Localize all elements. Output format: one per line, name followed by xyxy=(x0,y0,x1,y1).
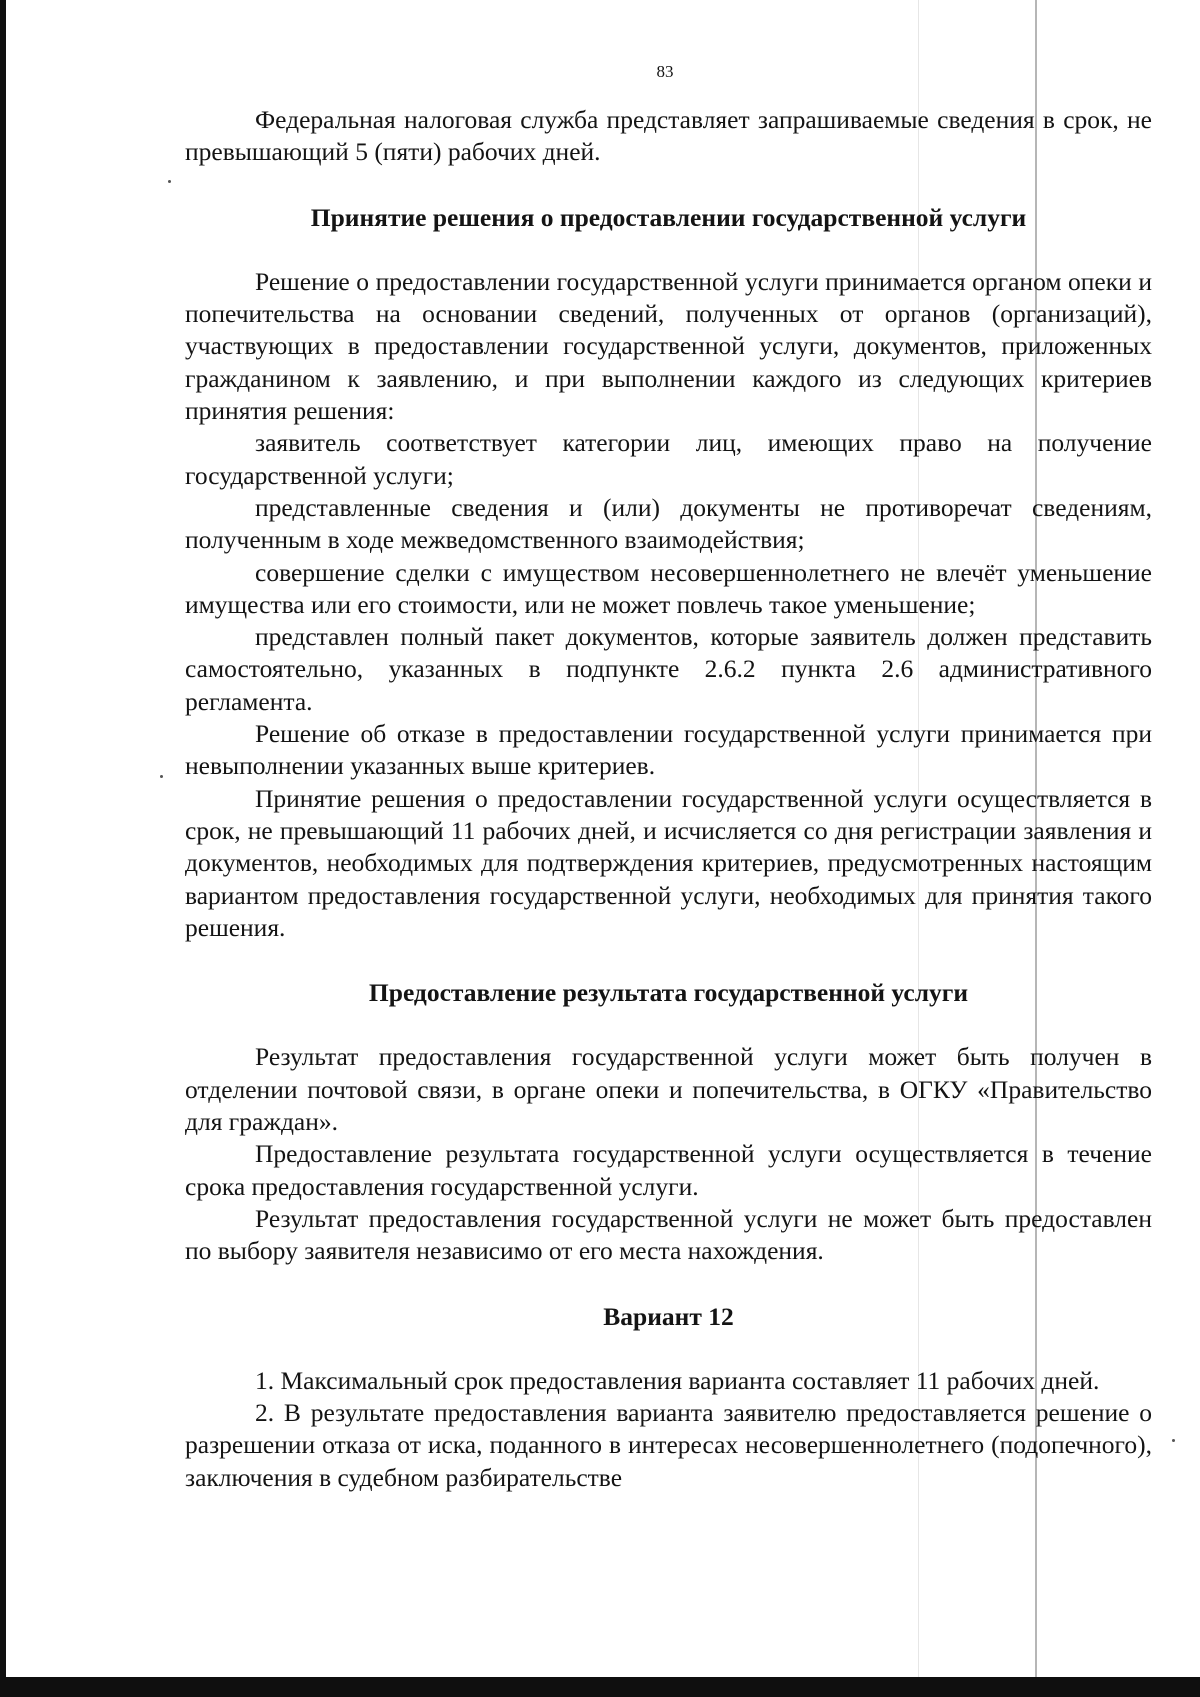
paragraph-decision-deadline: Принятие решения о предоставлении государственной услуги осуществляется в срок, не превышающий 11 рабочих дней, и исчисляется со дня регистрации заявления и документов, необходимых для подтверждения критериев, предусмотренных настоящим вариантом предоставления государственной услуги, необходимых для принятия такого решения. xyxy=(185,783,1152,942)
paragraph-result-timing: Предоставление результата государственной услуги осуществляется в течение срока предоставления государственной услуги. xyxy=(185,1139,1152,1201)
scan-bottom-edge xyxy=(0,1677,1200,1697)
paragraph-result-location: Результат предоставления государственной услуги не может быть предоставлен по выбору заявителя независимо от его места нахождения. xyxy=(185,1203,1152,1266)
paragraph-refusal: Решение об отказе в предоставлении государственной услуги принимается при невыполнении указанных выше критериев. xyxy=(185,719,1152,781)
paragraph-fns-deadline: Федеральная налоговая служба представляет запрашиваемые сведения в срок, не превышающий 5 (пяти) рабочих дней. xyxy=(185,105,1152,167)
paragraph-result-channels: Результат предоставления государственной услуги может быть получен в отделении почтовой связи, в органе опеки и попечительства, в ОГКУ «Правительство для граждан». xyxy=(185,1042,1152,1137)
document-body xyxy=(185,104,1152,1494)
heading-decision: Принятие решения о предоставлении государственной услуги xyxy=(310,202,1027,232)
scan-left-edge xyxy=(0,0,6,1697)
scan-speck xyxy=(160,775,163,778)
heading-result-delivery: Предоставление результата государственной услуги xyxy=(368,978,969,1008)
criterion-applicant-category: заявитель соответствует категории лиц, имеющих право на получение государственной услуги; xyxy=(185,428,1152,490)
paragraph-variant-result: 2. В результате предоставления варианта заявителю предоставляется решение о разрешении отказа от иска, поданного в интересах несовершеннолетнего (подопечного), заключения в судебном разбирательстве xyxy=(185,1398,1152,1492)
paragraph-decision-basis: Решение о предоставлении государственной услуги принимается органом опеки и попечительства на основании сведений, полученных от органов (организаций), участвующих в предоставлении государственной услуги, документов, приложенных гражданином к заявлению, и при выполнении каждого из следующих критериев принятия решения: xyxy=(185,266,1152,426)
criterion-full-documents: представлен полный пакет документов, которые заявитель должен представить самостоятельно, указанных в подпункте 2.6.2 пункта 2.6 административного регламента. xyxy=(185,622,1152,716)
criterion-no-contradiction: представленные сведения и (или) документы не противоречат сведениям, полученным в ходе межведомственного взаимодействия; xyxy=(185,492,1152,555)
paragraph-variant-max-term: 1. Максимальный срок предоставления варианта составляет 11 рабочих дней. xyxy=(255,1365,1100,1395)
criterion-no-property-decrease: совершение сделки с имуществом несовершеннолетнего не влечёт уменьшение имущества или его стоимости, или не может повлечь такое уменьшение; xyxy=(185,557,1152,619)
page-number: 83 xyxy=(656,62,674,81)
heading-variant-12: Вариант 12 xyxy=(603,1301,734,1331)
scan-speck xyxy=(1172,1439,1175,1442)
scan-speck xyxy=(168,180,171,183)
